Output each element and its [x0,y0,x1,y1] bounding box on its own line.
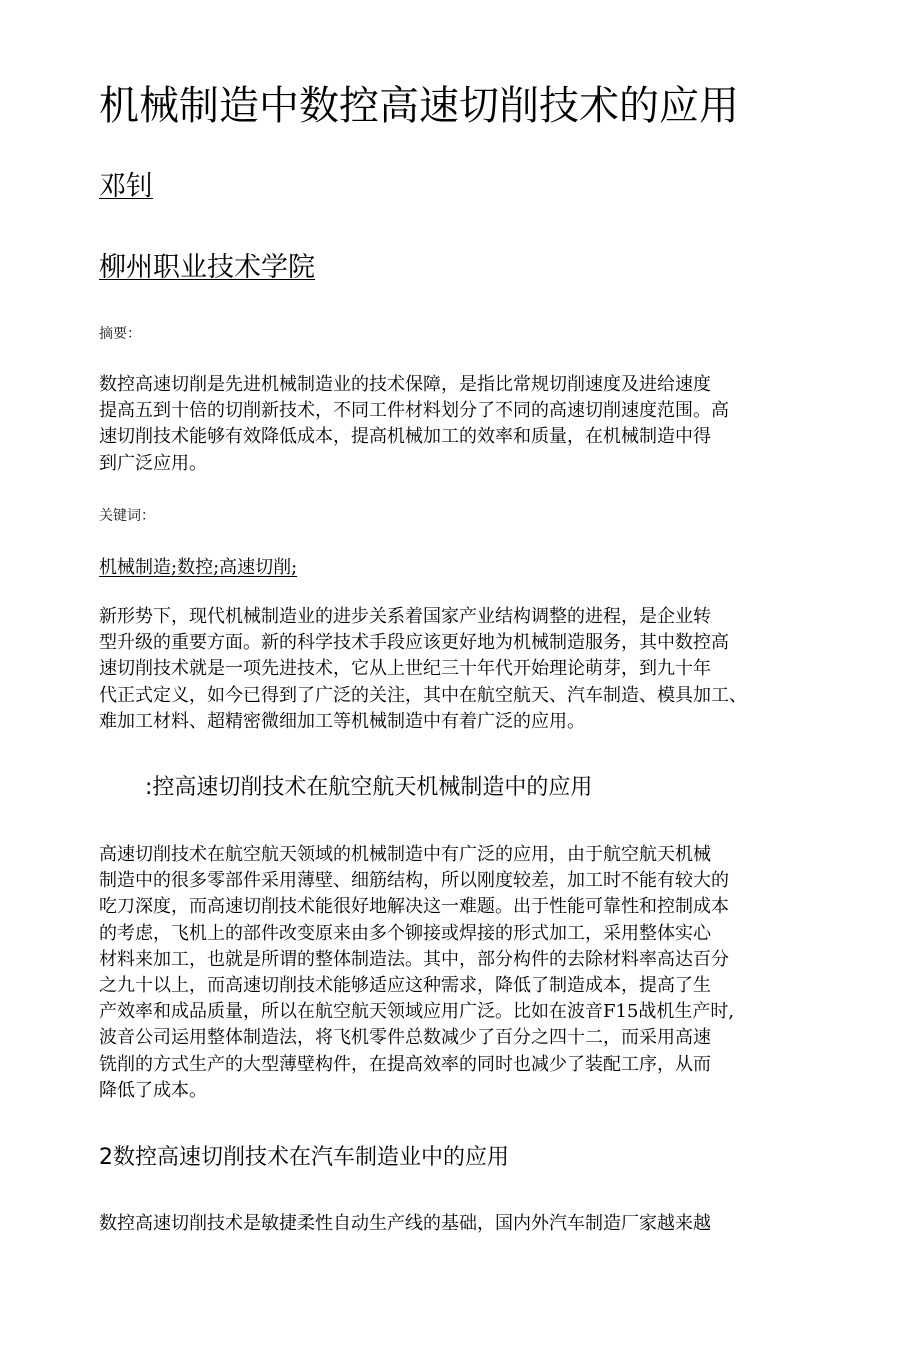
section-1-line: 波音公司运用整体制造法，将飞机零件总数减少了百分之四十二，而采用高速 [99,1027,711,1049]
section-1-heading: :控高速切削技术在航空航天机械制造中的应用 [145,775,593,800]
author-affiliation[interactable]: 柳州职业技术学院 [99,252,315,283]
section-2-paragraph [99,1211,819,1237]
intro-line: 难加工材料、超精密微细加工等机械制造中有着广泛的应用。 [99,710,585,732]
section-1-line: 之九十以上，而高速切削技术能够适应这种需求，降低了制造成本，提高了生 [99,975,711,997]
abstract-line: 数控高速切削是先进机械制造业的技术保障，是指比常规切削速度及进给速度 [99,374,711,395]
section-1-line: 吃刀深度，而高速切削技术能很好地解决这一难题。出于性能可靠性和控制成本 [99,896,729,918]
intro-line: 新形势下，现代机械制造业的进步关系着国家产业结构调整的进程，是企业转 [99,606,711,627]
section-1-line: 的考虑，飞机上的部件改变原来由多个铆接或焊接的形式加工，采用整体实心 [99,922,711,944]
section-2-heading: 2数控高速切削技术在汽车制造业中的应用 [99,1145,509,1170]
section-2-line: 数控高速切削技术是敏捷柔性自动生产线的基础，国内外汽车制造厂家越来越 [99,1213,711,1234]
intro-line: 型升级的重要方面。新的科学技术手段应该更好地为机械制造服务，其中数控高 [99,632,729,654]
abstract-label: 摘要： [99,326,141,342]
abstract-line: 到广泛应用。 [99,452,207,474]
section-1-line: 材料来加工，也就是所谓的整体制造法。其中，部分构件的去除材料率高达百分 [99,948,729,970]
document-title: 机械制造中数控高速切削技术的应用 [99,83,739,129]
section-1-line: 产效率和成品质量，所以在航空航天领域应用广泛。比如在波音F15战机生产时, [99,1001,735,1023]
keywords-label: 关键词： [99,508,155,524]
intro-line: 速切削技术就是一项先进技术，它从上世纪三十年代开始理论萌芽，到九十年 [99,658,711,680]
intro-line: 代正式定义，如今已得到了广泛的关注，其中在航空航天、汽车制造、模具加工、 [99,684,747,706]
section-1-line: 降低了成本。 [99,1079,207,1101]
abstract-line: 提高五到十倍的切削新技术，不同工件材料划分了不同的高速切削速度范围。高 [99,400,729,422]
abstract-line: 速切削技术能够有效降低成本，提高机械加工的效率和质量，在机械制造中得 [99,426,711,448]
intro-paragraph [99,604,819,735]
author-name[interactable]: 邓钊 [99,171,153,202]
section-1-line: 铣削的方式生产的大型薄壁构件，在提高效率的同时也减少了装配工序，从而 [99,1053,711,1075]
section-1-paragraph [99,842,819,1104]
abstract-text [99,372,819,477]
keywords-links[interactable]: 机械制造;数控;高速切削; [99,557,298,578]
section-1-line: 高速切削技术在航空航天领域的机械制造中有广泛的应用，由于航空航天机械 [99,844,711,865]
section-1-line: 制造中的很多零部件采用薄壁、细筋结构，所以刚度较差，加工时不能有较大的 [99,870,729,892]
